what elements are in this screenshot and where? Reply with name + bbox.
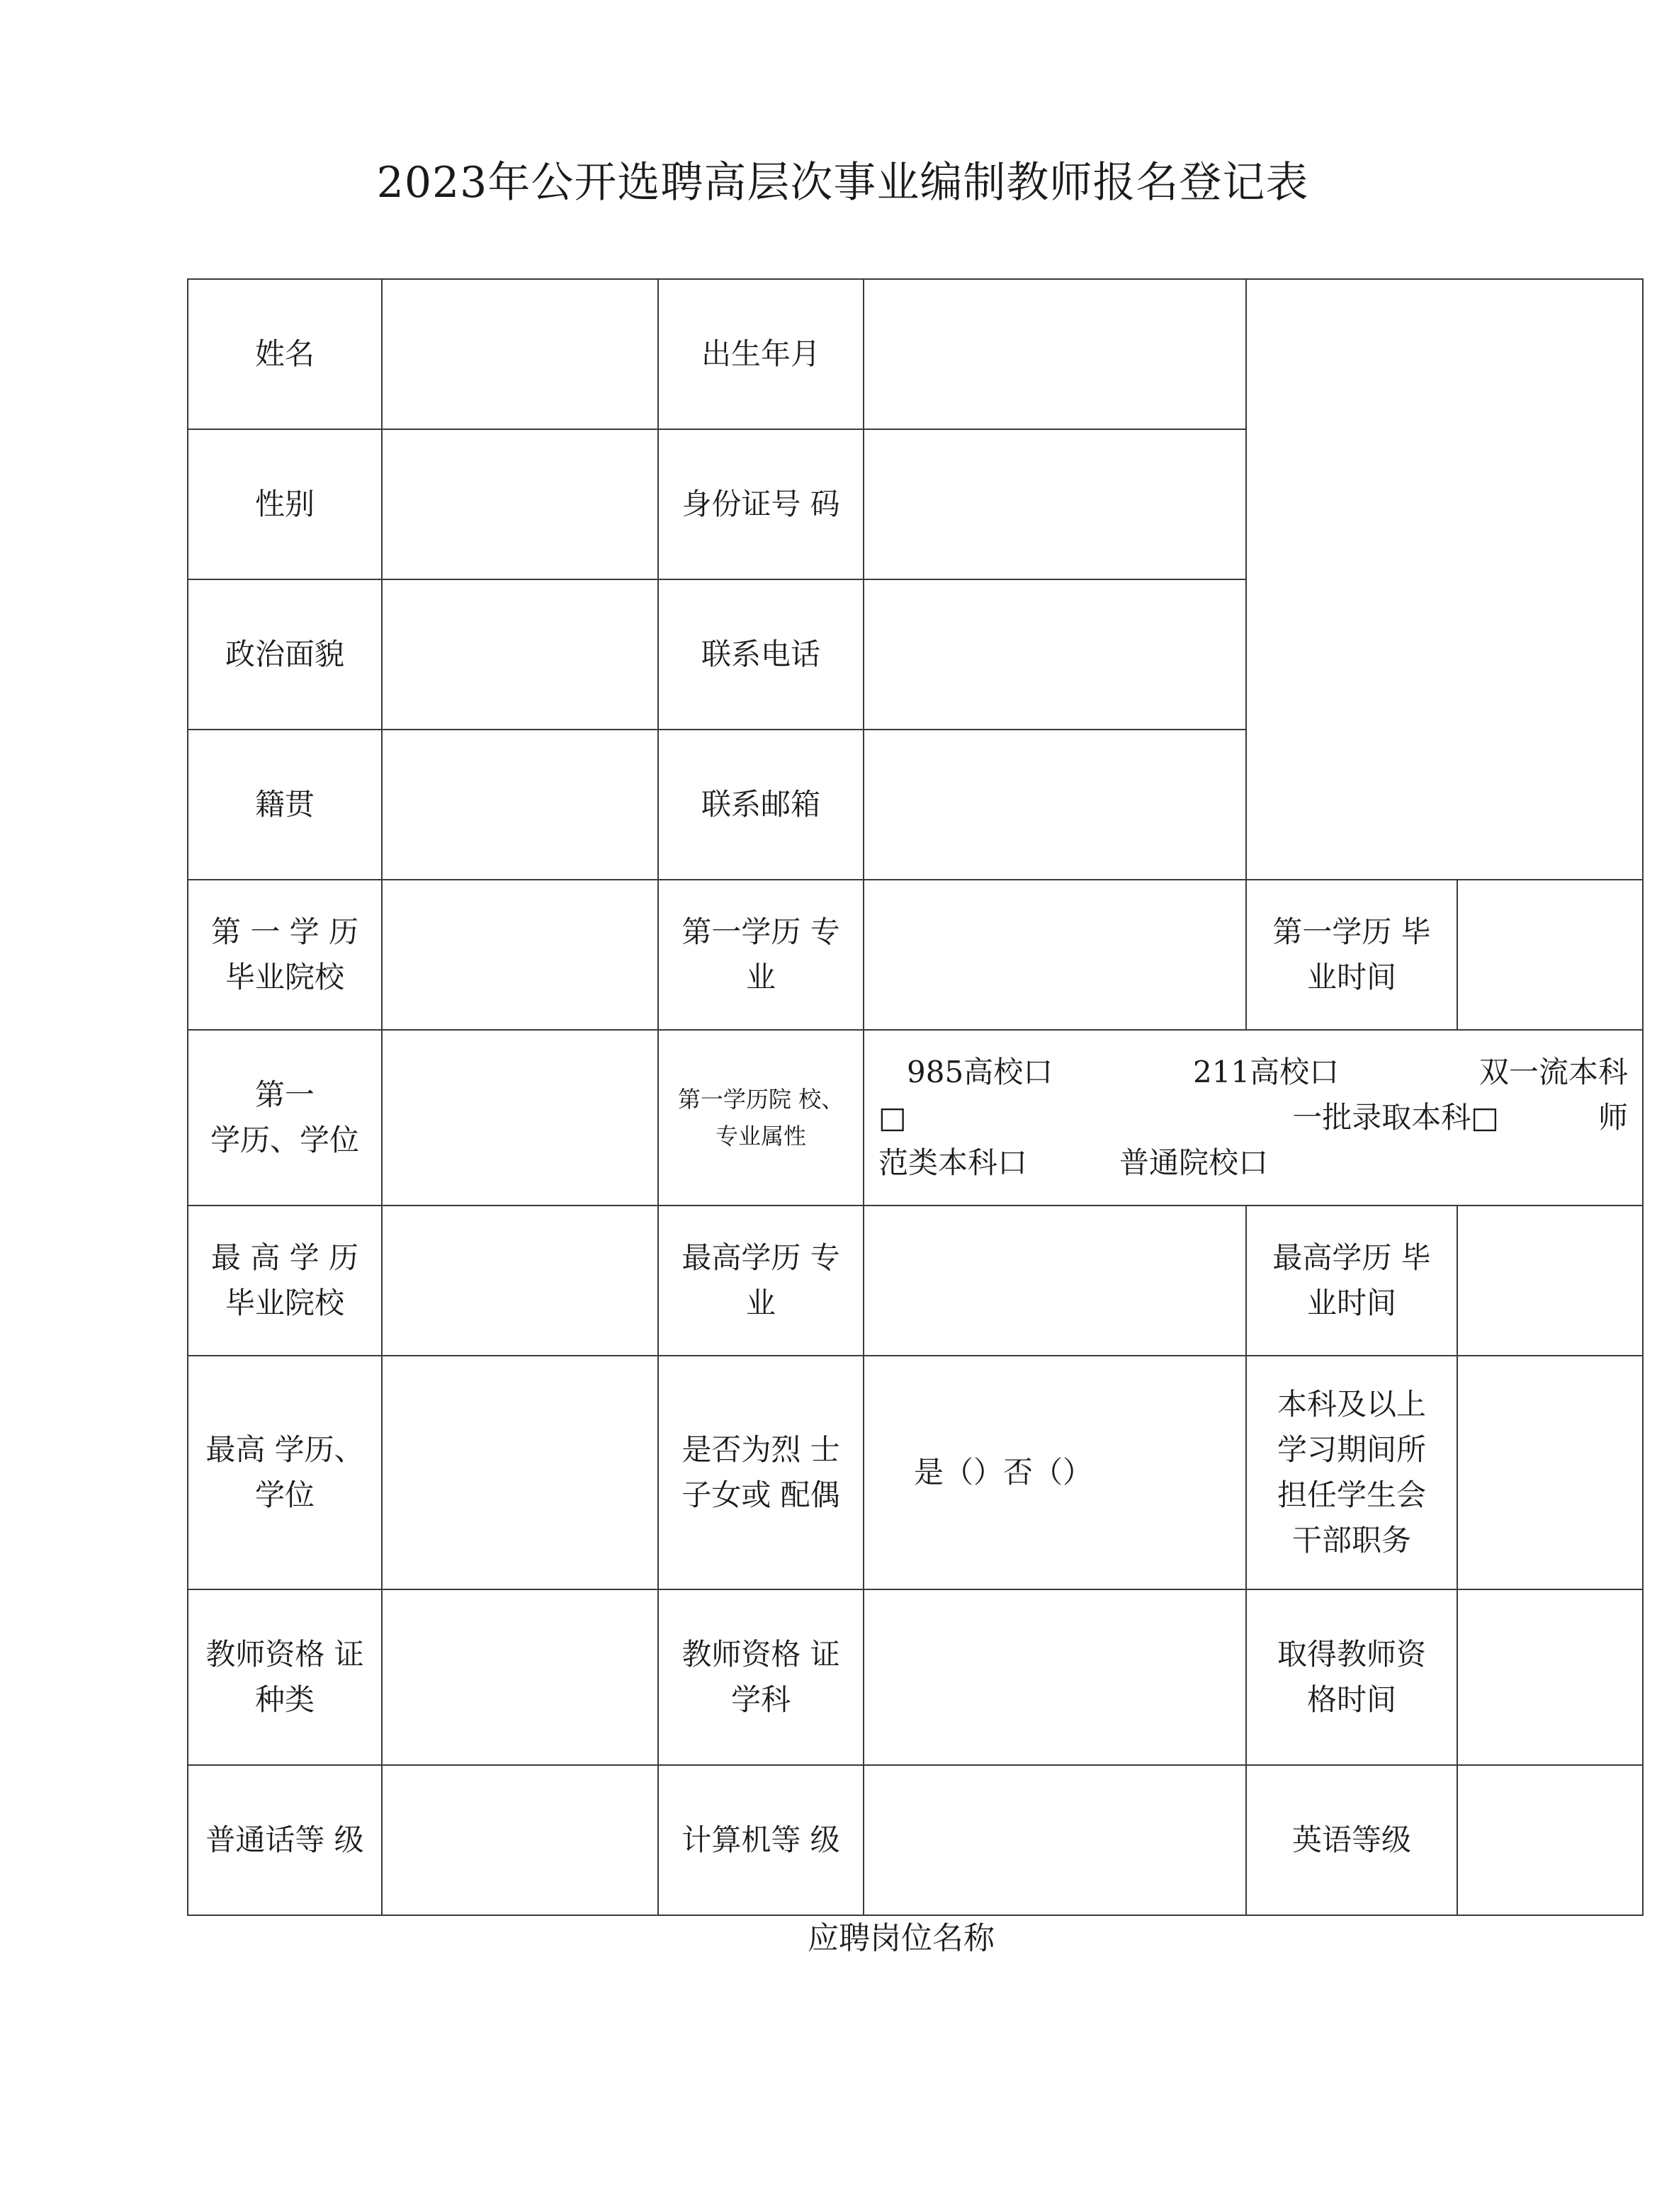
cert-time-label-line2: 格时间 <box>1306 1682 1396 1717</box>
top-degree-label <box>188 1356 382 1589</box>
top-school-field[interactable] <box>382 1206 658 1356</box>
row-name <box>188 279 1643 429</box>
martyr-label <box>658 1356 864 1589</box>
english-label: 英语等级 <box>1246 1765 1457 1915</box>
option-first-batch[interactable]: 一批录取本科□ <box>1292 1100 1499 1135</box>
photo-box[interactable] <box>1246 279 1643 880</box>
option-double-first-class[interactable]: 双一流本科 <box>1478 1055 1628 1089</box>
first-degree-label <box>188 1030 382 1206</box>
first-school-label-line2: 毕业院校 <box>225 960 344 994</box>
school-attribute-options <box>864 1030 1643 1206</box>
martyr-choice[interactable]: 是（）否（） <box>864 1356 1246 1589</box>
registration-form <box>187 278 1644 1916</box>
cadre-label-line1: 本科及以上 <box>1277 1387 1426 1422</box>
computer-label: 计算机等 级 <box>658 1765 864 1915</box>
mandarin-field[interactable] <box>382 1765 658 1915</box>
cadre-field[interactable] <box>1457 1356 1643 1589</box>
first-major-label-line2: 业 <box>745 960 776 994</box>
top-school-label-line1: 最 高 学 历 <box>210 1240 359 1275</box>
top-grad-label-line2: 业时间 <box>1306 1286 1396 1320</box>
computer-field[interactable] <box>864 1765 1246 1915</box>
native-field[interactable] <box>382 730 658 880</box>
first-major-label <box>658 880 864 1030</box>
cert-type-label-line2: 种类 <box>254 1682 315 1717</box>
martyr-label-line1: 是否为烈 士 <box>682 1432 840 1467</box>
cert-type-label-line1: 教师资格 证 <box>205 1637 364 1672</box>
row-teacher-cert <box>188 1589 1643 1765</box>
cert-time-label <box>1246 1589 1457 1765</box>
option-regular[interactable]: 普通院校口 <box>1119 1145 1269 1180</box>
top-degree-label-line1: 最高 学历、 <box>205 1432 364 1467</box>
top-major-label-line1: 最高学历 专 <box>682 1240 840 1275</box>
top-major-field[interactable] <box>864 1206 1246 1356</box>
top-grad-label <box>1246 1206 1457 1356</box>
name-field[interactable] <box>382 279 658 429</box>
cert-type-label <box>188 1589 382 1765</box>
first-degree-label-line1: 第一 <box>254 1077 315 1112</box>
first-grad-label-line2: 业时间 <box>1306 960 1396 994</box>
cert-subject-field[interactable] <box>864 1589 1246 1765</box>
top-major-label <box>658 1206 864 1356</box>
first-school-field[interactable] <box>382 880 658 1030</box>
cadre-label <box>1246 1356 1457 1589</box>
option-normal[interactable]: 范类本科口 <box>878 1145 1028 1180</box>
email-field[interactable] <box>864 730 1246 880</box>
political-label: 政治面貌 <box>188 579 382 730</box>
position-name-label: 应聘岗位名称 <box>808 1920 995 1956</box>
cert-subject-label-line2: 学科 <box>730 1682 791 1717</box>
row-first-degree <box>188 1030 1643 1206</box>
cadre-label-line3: 担任学生会 <box>1277 1477 1426 1512</box>
option-985[interactable]: 985高校口 <box>907 1055 1053 1089</box>
top-degree-field[interactable] <box>382 1356 658 1589</box>
top-major-label-line2: 业 <box>745 1286 776 1320</box>
cert-time-label-line1: 取得教师资 <box>1277 1637 1426 1672</box>
first-attr-label-line2: 专业属性 <box>715 1123 806 1150</box>
birth-field[interactable] <box>864 279 1246 429</box>
first-grad-label <box>1246 880 1457 1030</box>
row-top-education <box>188 1206 1643 1356</box>
page-title: 2023年公开选聘高层次事业编制教师报名登记表 <box>376 158 1309 208</box>
cadre-label-line2: 学习期间所 <box>1277 1432 1426 1467</box>
top-degree-label-line2: 学位 <box>254 1477 315 1512</box>
martyr-label-line2: 子女或 配偶 <box>682 1477 840 1512</box>
cert-type-field[interactable] <box>382 1589 658 1765</box>
cadre-label-line4: 干部职务 <box>1291 1523 1411 1558</box>
first-school-label-line1: 第 一 学 历 <box>210 914 359 949</box>
first-school-label <box>188 880 382 1030</box>
row-top-degree <box>188 1356 1643 1589</box>
first-degree-label-line2: 学历、学位 <box>210 1123 359 1157</box>
phone-label: 联系电话 <box>658 579 864 730</box>
option-checkbox[interactable]: □ <box>878 1100 907 1135</box>
id-number-field[interactable] <box>864 429 1246 579</box>
top-school-label <box>188 1206 382 1356</box>
first-major-label-line1: 第一学历 专 <box>682 914 840 949</box>
id-number-label: 身份证号 码 <box>658 429 864 579</box>
first-grad-field[interactable] <box>1457 880 1643 1030</box>
mandarin-label: 普通话等 级 <box>188 1765 382 1915</box>
name-label: 姓名 <box>188 279 382 429</box>
first-attr-label <box>658 1030 864 1206</box>
cert-subject-label <box>658 1589 864 1765</box>
native-label: 籍贯 <box>188 730 382 880</box>
gender-label: 性别 <box>188 429 382 579</box>
option-211[interactable]: 211高校口 <box>1192 1055 1340 1089</box>
political-field[interactable] <box>382 579 658 730</box>
top-grad-label-line1: 最高学历 毕 <box>1272 1240 1431 1275</box>
email-label: 联系邮箱 <box>658 730 864 880</box>
row-first-education <box>188 880 1643 1030</box>
first-attr-label-line1: 第一学历院 校、 <box>677 1086 844 1113</box>
phone-field[interactable] <box>864 579 1246 730</box>
top-grad-field[interactable] <box>1457 1206 1643 1356</box>
first-major-field[interactable] <box>864 880 1246 1030</box>
top-school-label-line2: 毕业院校 <box>225 1286 344 1320</box>
cert-subject-label-line1: 教师资格 证 <box>682 1637 840 1672</box>
option-normal-part1: 师 <box>1597 1100 1628 1135</box>
cert-time-field[interactable] <box>1457 1589 1643 1765</box>
first-grad-label-line1: 第一学历 毕 <box>1272 914 1431 949</box>
birth-label: 出生年月 <box>658 279 864 429</box>
row-levels <box>188 1765 1643 1915</box>
english-field[interactable] <box>1457 1765 1643 1915</box>
first-degree-field[interactable] <box>382 1030 658 1206</box>
gender-field[interactable] <box>382 429 658 579</box>
